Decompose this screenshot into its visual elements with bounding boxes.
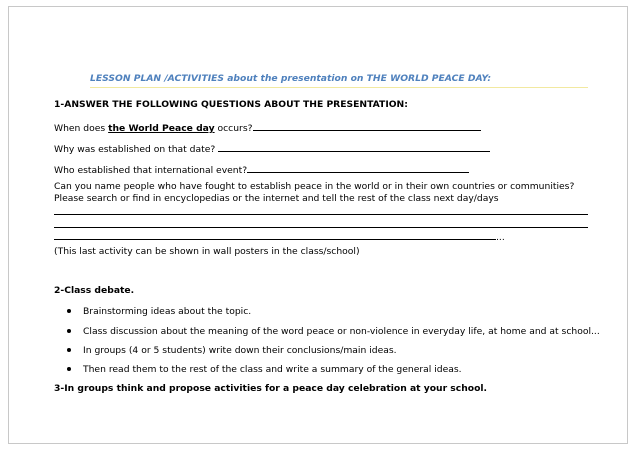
question-4: Can you name people who have fought to establish peace in the world or in their own countries or communities? Please search or find in encyclopedias or the internet and tell the rest of the class next day/days [54, 181, 575, 204]
answer-line-4c-row [54, 229, 505, 244]
bullet-dot-1 [67, 306, 73, 312]
answer-line-4a[interactable] [54, 214, 588, 215]
q3-text: Who established that international event? [54, 165, 248, 176]
question-2 [54, 141, 490, 156]
bullet-dot-3 [67, 345, 73, 351]
answer-ellipsis: ... [496, 232, 505, 243]
question-3 [54, 162, 469, 177]
bullet-item-3: In groups (4 or 5 students) write down their conclusions/main ideas. [83, 345, 397, 356]
bullet-item-1: Brainstorming ideas about the topic. [83, 306, 252, 317]
document-page [8, 6, 628, 444]
answer-blank-2[interactable] [218, 141, 490, 152]
bullet-item-2: Class discussion about the meaning of the word peace or non-violence in everyday life, at home and at school... [83, 326, 600, 337]
q1-prefix: When does [54, 123, 109, 134]
q2-text: Why was established on that date? [54, 144, 219, 155]
bullet-dot-4 [67, 364, 73, 370]
q1-bold-term: the World Peace day [108, 123, 215, 134]
wall-posters-note: (This last activity can be shown in wall posters in the class/school) [54, 246, 360, 257]
q1-suffix: occurs? [214, 123, 253, 134]
title-underline [90, 87, 588, 88]
bullet-item-4: Then read them to the rest of the class and write a summary of the general ideas. [83, 364, 462, 375]
bullet-dot-2 [67, 326, 73, 332]
question-1 [54, 120, 481, 135]
answer-line-4b[interactable] [54, 227, 588, 228]
answer-line-4c[interactable] [54, 229, 496, 240]
section3-heading: 3-In groups think and propose activities for a peace day celebration at your school. [54, 383, 488, 394]
answer-blank-3[interactable] [247, 162, 469, 173]
answer-blank-1[interactable] [253, 120, 481, 131]
section2-heading: 2-Class debate. [54, 285, 135, 296]
section1-heading: 1-ANSWER THE FOLLOWING QUESTIONS ABOUT THE PRESENTATION: [54, 99, 408, 110]
lesson-plan-title: LESSON PLAN /ACTIVITIES about the presentation on THE WORLD PEACE DAY: [90, 73, 492, 84]
